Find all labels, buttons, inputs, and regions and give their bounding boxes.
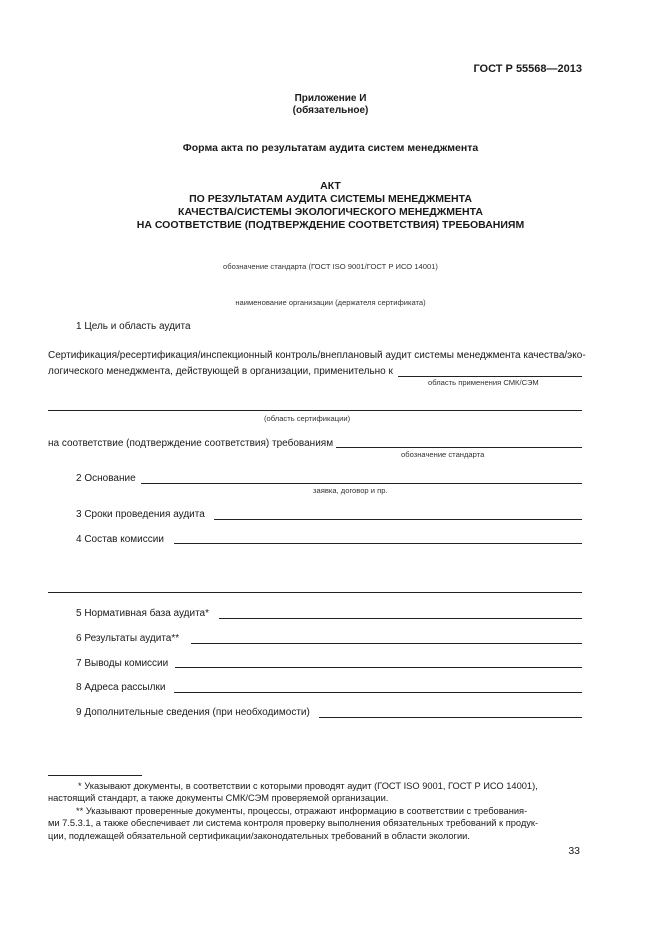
application-area-field[interactable] bbox=[398, 376, 582, 377]
certification-area-field[interactable] bbox=[48, 410, 582, 411]
caption-standard-designation: обозначение стандарта (ГОСТ ISO 9001/ГОСТ Р ИСО 14001) bbox=[223, 262, 438, 271]
audit-results-field[interactable] bbox=[191, 643, 582, 644]
section-1-para-line1: Сертификация/ресертификация/инспекционный контроль/внеплановый аудит системы менеджмента качества/эко- bbox=[48, 350, 586, 361]
appendix-title: Приложение И bbox=[294, 93, 367, 104]
footnote-2-line2: ми 7.5.3.1, а также обеспечивает ли система контроля проверку выполнения обязательных требований к продук- bbox=[48, 818, 539, 829]
item-6-label: 6 Результаты аудита** bbox=[76, 633, 180, 644]
page-number: 33 bbox=[568, 845, 580, 857]
footnote-1-line2: настоящий стандарт, а также документы СМК/СЭМ проверяемой организации. bbox=[48, 793, 389, 804]
additional-info-field[interactable] bbox=[319, 717, 582, 718]
item-5-label: 5 Нормативная база аудита* bbox=[76, 608, 209, 619]
standard-requirements-field[interactable] bbox=[336, 447, 582, 448]
caption-application-area: область применения СМК/СЭМ bbox=[428, 378, 539, 387]
footnote-separator bbox=[48, 775, 142, 776]
commission-field-line2[interactable] bbox=[48, 592, 582, 593]
item-9-label: 9 Дополнительные сведения (при необходимости) bbox=[76, 707, 310, 718]
normative-base-field[interactable] bbox=[219, 618, 582, 619]
item-3-label: 3 Сроки проведения аудита bbox=[76, 509, 205, 520]
item-2-label: 2 Основание bbox=[76, 473, 136, 484]
caption-certification-area: (область сертификации) bbox=[264, 414, 351, 423]
footnote-2-line3: ции, подлежащей обязательной сертификации/законодательных требований в области экологии. bbox=[48, 830, 470, 841]
act-heading-line4: НА СООТВЕТСТВИЕ (ПОДТВЕРЖДЕНИЕ СООТВЕТСТВИЯ) ТРЕБОВАНИЯМ bbox=[136, 219, 525, 231]
appendix-note: (обязательное) bbox=[292, 105, 369, 116]
distribution-field[interactable] bbox=[174, 692, 582, 693]
footnote-1 bbox=[48, 780, 582, 805]
caption-basis: заявка, договор и пр. bbox=[313, 486, 388, 495]
conclusions-field[interactable] bbox=[175, 667, 582, 668]
item-7-label: 7 Выводы комиссии bbox=[76, 658, 169, 669]
conformity-label: на соответствие (подтверждение соответствия) требованиям bbox=[48, 438, 334, 449]
document-code: ГОСТ Р 55568—2013 bbox=[473, 63, 582, 75]
caption-organization-name: наименование организации (держателя сертификата) bbox=[235, 298, 426, 307]
section-1-para-line2: логического менеджмента, действующей в организации, применительно к bbox=[48, 366, 393, 377]
basis-field[interactable] bbox=[141, 483, 582, 484]
item-8-label: 8 Адреса рассылки bbox=[76, 682, 166, 693]
act-heading-line3: КАЧЕСТВА/СИСТЕМЫ ЭКОЛОГИЧЕСКОГО МЕНЕДЖМЕНТА bbox=[178, 206, 483, 218]
act-heading-line1: АКТ bbox=[320, 180, 341, 192]
caption-standard: обозначение стандарта bbox=[401, 450, 485, 459]
section-1-label: 1 Цель и область аудита bbox=[76, 321, 191, 332]
footnote-2-line1: ** Указывают проверенные документы, процессы, отражают информацию в соответствии с требования- bbox=[76, 806, 528, 816]
act-heading-line2: ПО РЕЗУЛЬТАТАМ АУДИТА СИСТЕМЫ МЕНЕДЖМЕНТА bbox=[189, 193, 472, 205]
audit-dates-field[interactable] bbox=[214, 519, 582, 520]
commission-field-line1[interactable] bbox=[174, 543, 582, 544]
footnote-2 bbox=[48, 805, 582, 842]
form-title: Форма акта по результатам аудита систем менеджмента bbox=[182, 142, 479, 154]
item-4-label: 4 Состав комиссии bbox=[76, 534, 164, 545]
footnote-1-line1: * Указывают документы, в соответствии с которыми проводят аудит (ГОСТ ISO 9001, ГОСТ Р ИСО 14001), bbox=[78, 781, 538, 791]
